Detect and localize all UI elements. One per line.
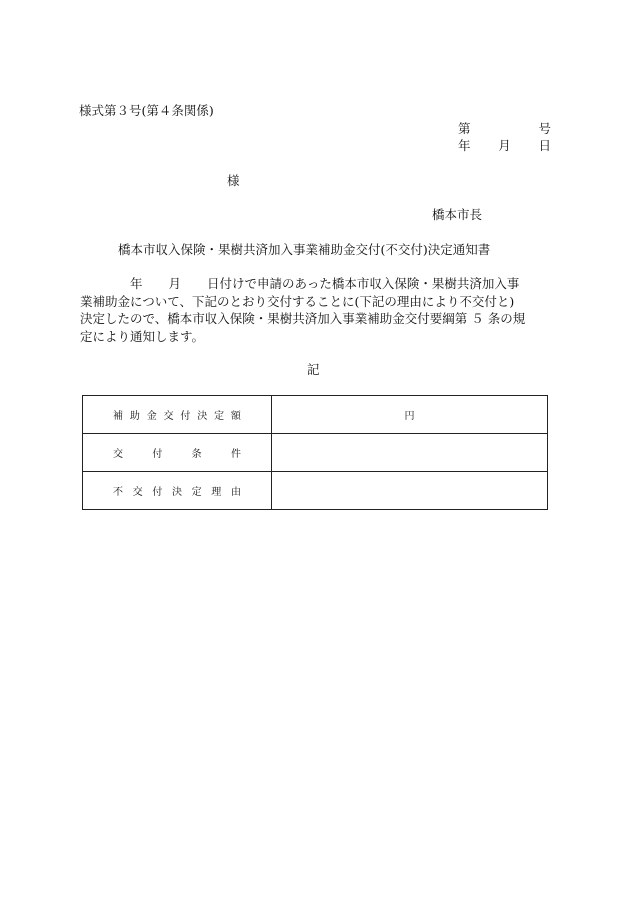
- table-row: [83, 472, 548, 510]
- body-month: 月: [168, 276, 182, 291]
- label-char: 理: [211, 487, 222, 498]
- addressee: 様: [227, 173, 240, 188]
- label-char: 決: [171, 487, 182, 498]
- label-char: 交: [132, 487, 143, 498]
- label-char: 交: [113, 449, 123, 460]
- body-line-1: [80, 275, 555, 293]
- table-row-value[interactable]: 円: [272, 396, 548, 434]
- body-line-4: 定により通知します。: [80, 328, 205, 344]
- table-row-value[interactable]: [272, 472, 548, 510]
- body-year: 年: [130, 276, 143, 291]
- label-char: 定: [214, 411, 225, 422]
- label-char: 補: [113, 411, 123, 422]
- table-row-label: [83, 434, 272, 472]
- date-year: 年: [458, 138, 471, 153]
- label-char: 助: [129, 411, 140, 422]
- number-prefix: 第: [458, 121, 471, 136]
- date-month: 月: [498, 138, 511, 153]
- document-title: 橋本市収入保険・果樹共済加入事業補助金交付(不交付)決定通知書: [118, 242, 491, 257]
- label-char: 付: [152, 487, 163, 498]
- label-char: 交: [163, 411, 174, 422]
- number-suffix: 号: [538, 121, 551, 136]
- label-char: 定: [191, 487, 202, 498]
- label-char: 件: [230, 449, 241, 460]
- table-row-label: [83, 472, 272, 510]
- label-char: 不: [113, 487, 123, 498]
- date-day: 日: [538, 138, 551, 153]
- table-row: [83, 396, 548, 434]
- body-line-1-rest: 日付けで申請のあった橋本市収入保険・果樹共済加入事: [207, 276, 520, 291]
- sender: 橋本市長: [432, 207, 483, 222]
- label-char: 付: [152, 449, 163, 460]
- table-row-value[interactable]: [272, 434, 548, 472]
- date-line: [458, 138, 551, 154]
- label-char: 金: [146, 411, 157, 422]
- label-char: 付: [180, 411, 191, 422]
- label-char: 額: [230, 411, 241, 422]
- table-row-label: [83, 396, 272, 434]
- body-line-2: 業補助金について、下記のとおり交付することに(下記の理由により不交付と): [80, 293, 515, 309]
- body-line-3: 決定したので、橋本市収入保険・果樹共済加入事業補助金交付要綱第 ５ 条の規: [80, 311, 526, 326]
- detail-table: [82, 395, 548, 510]
- label-char: 条: [191, 449, 202, 460]
- table-row: [83, 434, 548, 472]
- label-char: 由: [230, 487, 241, 498]
- body-paragraph: [80, 275, 555, 345]
- label-char: 決: [197, 411, 208, 422]
- ki-heading: 記: [307, 362, 320, 377]
- form-label: 様式第３号(第４条関係): [79, 103, 214, 118]
- document-number-line: [458, 121, 551, 137]
